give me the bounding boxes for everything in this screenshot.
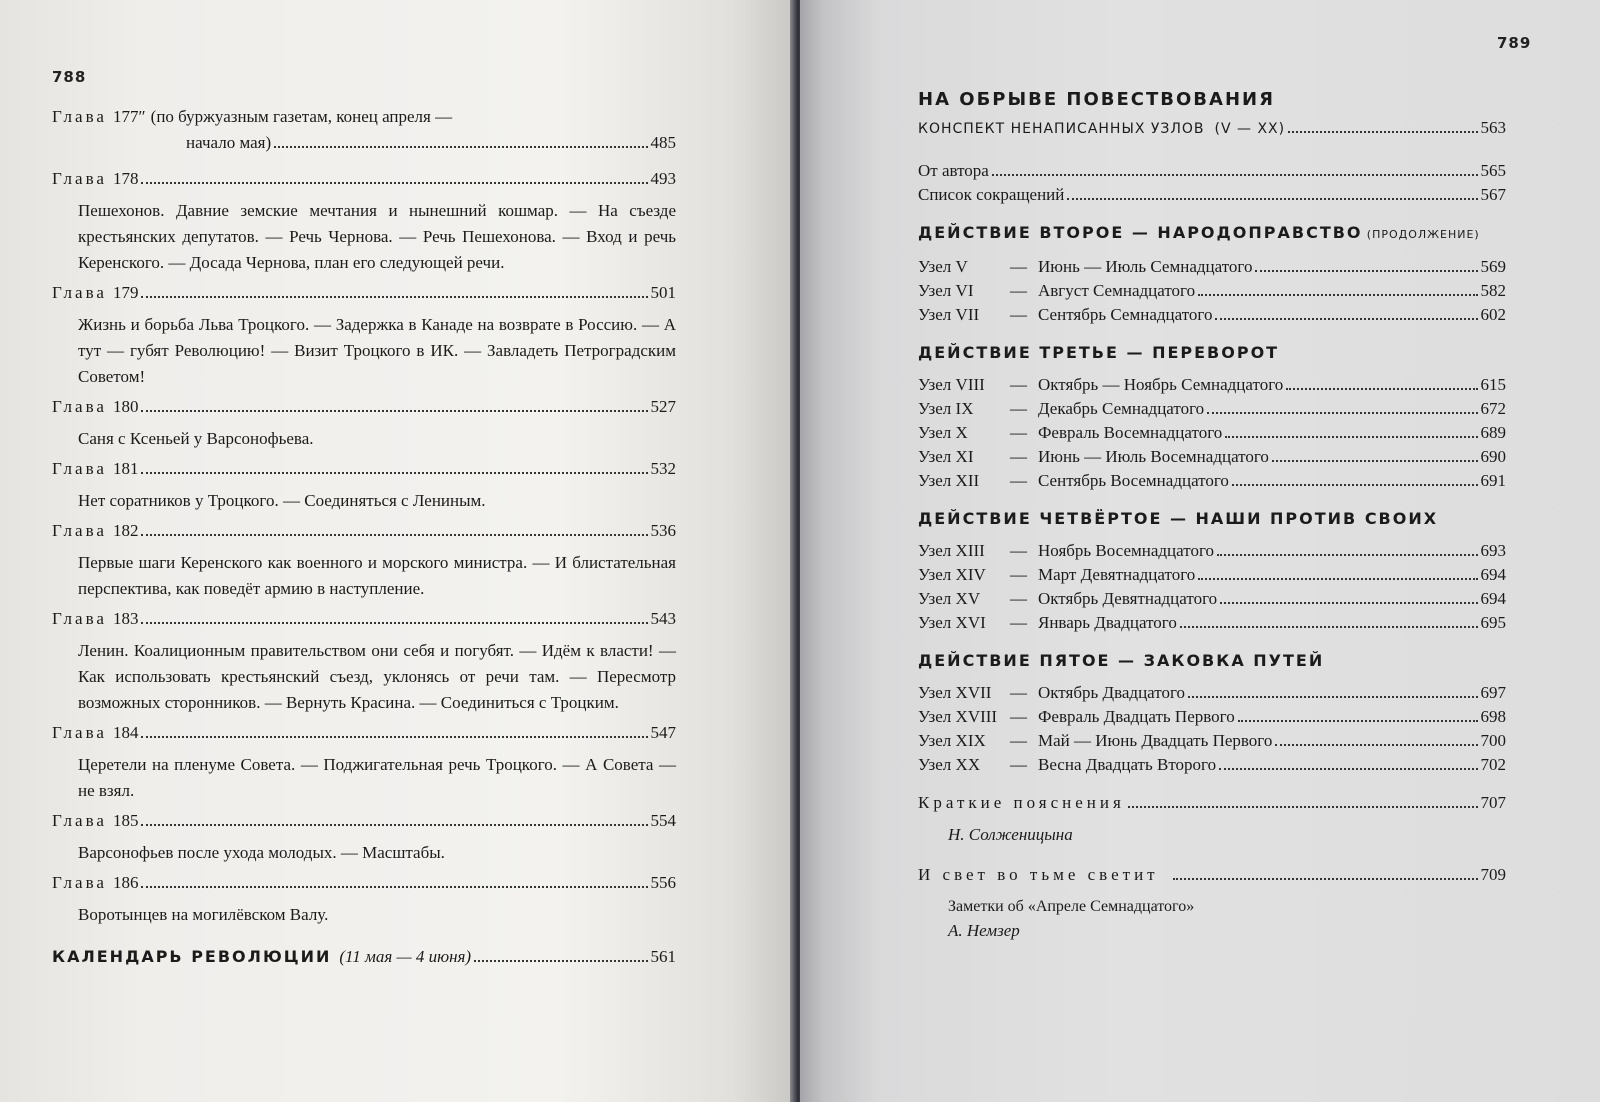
left-page (0, 0, 796, 1102)
node-number: Узел XX (918, 755, 981, 774)
node-number: Узел IX (918, 399, 974, 418)
act-heading: ДЕЙСТВИЕ ВТОРОЕ — НАРОДОПРАВСТВО (ПРОДОЛЖЕНИЕ) (918, 223, 1480, 242)
page-ref: 697 (1480, 683, 1506, 702)
node-entry: Узел XVII — Октябрь Двадцатого 697 (918, 681, 1506, 705)
page-ref: 561 (650, 947, 676, 966)
chapter-summary: Варсонофьев после ухода молодых. — Масштабы. (78, 843, 445, 862)
node-number: Узел VIII (918, 375, 985, 394)
node-number: Узел XVIII (918, 707, 998, 726)
node-title: Июнь — Июль Восемнадцатого (1038, 447, 1269, 466)
node-title: Весна Двадцать Второго (1038, 755, 1217, 774)
chapter-label: Глава 177ʺ (52, 107, 145, 126)
page-ref: 563 (1480, 118, 1506, 137)
act-heading: ДЕЙСТВИЕ ПЯТОЕ — ЗАКОВКА ПУТЕЙ (918, 651, 1325, 670)
page-ref: 690 (1480, 447, 1506, 466)
node-entry: Узел XIX — Май — Июнь Двадцать Первого 700 (918, 729, 1506, 753)
page-ref: 694 (1480, 589, 1506, 608)
node-entry: Узел X — Февраль Восемнадцатого 689 (918, 421, 1506, 445)
afterword-title: И свет во тьме светит (918, 865, 1159, 884)
toc-entry (52, 870, 676, 928)
konspekt-title: КОНСПЕКТ НЕНАПИСАННЫХ УЗЛОВ (918, 121, 1205, 137)
node-number: Узел VI (918, 281, 974, 300)
page-ref: 485 (650, 133, 676, 152)
node-number: Узел XIV (918, 565, 986, 584)
page-ref: 695 (1480, 613, 1506, 632)
chapter-summary: Воротынцев на могилёвском Валу. (78, 905, 329, 924)
afterword-entry (918, 863, 1506, 887)
node-number: Узел XIX (918, 731, 986, 750)
node-entry: Узел XVI — Январь Двадцатого 695 (918, 611, 1506, 635)
toc-entry (52, 720, 676, 804)
right-page-number: 789 (1497, 34, 1532, 52)
page-ref: 582 (1480, 281, 1506, 300)
calendar-title: КАЛЕНДАРЬ РЕВОЛЮЦИИ (52, 947, 332, 966)
node-title: Сентябрь Восемнадцатого (1038, 471, 1229, 490)
notes-title: Краткие пояснения (918, 793, 1125, 812)
chapter-label: Глава 183 (52, 609, 139, 628)
page-ref: 694 (1480, 565, 1506, 584)
node-number: Узел XV (918, 589, 981, 608)
node-title: Октябрь Девятнадцатого (1038, 589, 1218, 608)
node-entry: Узел XVIII — Февраль Двадцать Первого 698 (918, 705, 1506, 729)
toc-entry (52, 104, 676, 156)
node-entry: Узел XX — Весна Двадцать Второго 702 (918, 753, 1506, 777)
chapter-summary: Пешехонов. Давние земские мечтания и нынешний кошмар. — На съезде крестьянских депутатов. — Речь Чернова. — Речь Пешехонова. — Вход и речь Керенского. — Досада Чернова, план его следующей речи. (78, 201, 676, 272)
page-ref: 569 (1480, 257, 1506, 276)
node-number: Узел VII (918, 305, 980, 324)
page-ref: 543 (650, 609, 676, 628)
node-entry: Узел XIII — Ноябрь Восемнадцатого 693 (918, 539, 1506, 563)
node-entry: Узел XV — Октябрь Девятнадцатого 694 (918, 587, 1506, 611)
konspekt-range: (V — XX) (1214, 121, 1286, 137)
chapter-summary: Первые шаги Керенского как военного и морского министра. — И блистательная перспектива, как поведёт армию в наступление. (78, 553, 676, 598)
node-entry: Узел VI — Август Семнадцатого 582 (918, 279, 1506, 303)
page-ref: 615 (1480, 375, 1506, 394)
toc-entry (52, 166, 676, 276)
node-entry: Узел V — Июнь — Июль Семнадцатого 569 (918, 255, 1506, 279)
page-ref: 691 (1480, 471, 1506, 490)
toc-entry (52, 518, 676, 602)
page-ref: 698 (1480, 707, 1506, 726)
page-ref: 536 (650, 521, 676, 540)
notes-entry (918, 791, 1506, 815)
page-ref: 493 (650, 169, 676, 188)
chapter-note: (по буржуазным газетам, конец апреля — (150, 107, 453, 126)
afterword-author: А. Немзер (948, 921, 1020, 940)
node-number: Узел XIII (918, 541, 985, 560)
node-number: Узел XVII (918, 683, 992, 702)
section-heading: НА ОБРЫВЕ ПОВЕСТВОВАНИЯ (918, 89, 1275, 110)
calendar-range: (11 мая — 4 июня) (339, 947, 472, 966)
node-title: Март Девятнадцатого (1038, 565, 1196, 584)
node-title: Август Семнадцатого (1038, 281, 1196, 300)
node-number: Узел XI (918, 447, 974, 466)
node-entry: Узел IX — Декабрь Семнадцатого 672 (918, 397, 1506, 421)
node-title: Февраль Восемнадцатого (1038, 423, 1223, 442)
konspekt-entry (918, 116, 1506, 141)
chapter-label: Глава 182 (52, 521, 139, 540)
chapter-summary: Церетели на пленуме Совета. — Поджигательная речь Троцкого. — А Совета — не взял. (78, 755, 676, 800)
page-ref: 693 (1480, 541, 1506, 560)
node-number: Узел XII (918, 471, 980, 490)
node-entry: Узел VII — Сентябрь Семнадцатого 602 (918, 303, 1506, 327)
page-ref: 554 (650, 811, 676, 830)
page-ref: 501 (650, 283, 676, 302)
chapter-summary: Ленин. Коалиционным правительством они себя и погубят. — Идём к власти! — Как использовать крестьянский съезд, уклонясь от речи там. — Пересмотр возможных сторонников. — Вернуть Красина. — Соединиться с Троцким. (78, 641, 676, 712)
node-entry: Узел XII — Сентябрь Восемнадцатого 691 (918, 469, 1506, 493)
node-title: Июнь — Июль Семнадцатого (1038, 257, 1253, 276)
chapter-note-cont: начало мая) (186, 133, 272, 152)
toc-entry (52, 394, 676, 452)
page-ref: 672 (1480, 399, 1506, 418)
left-page-number: 788 (52, 68, 87, 86)
act-heading: ДЕЙСТВИЕ ТРЕТЬЕ — ПЕРЕВОРОТ (918, 343, 1280, 362)
chapter-summary: Нет соратников у Троцкого. — Соединяться с Лениным. (78, 491, 486, 510)
page-ref: 602 (1480, 305, 1506, 324)
page-ref: 709 (1480, 865, 1506, 884)
chapter-label: Глава 184 (52, 723, 139, 742)
toc-entry (52, 280, 676, 390)
page-ref: 702 (1480, 755, 1506, 774)
toc-entry (52, 606, 676, 716)
chapter-label: Глава 178 (52, 169, 139, 188)
node-entry: Узел VIII — Октябрь — Ноябрь Семнадцатого 615 (918, 373, 1506, 397)
node-title: Октябрь Двадцатого (1038, 683, 1186, 702)
right-toc (918, 88, 1506, 943)
afterword-subtitle: Заметки об «Апреле Семнадцатого» (948, 898, 1195, 915)
node-title: Сентябрь Семнадцатого (1038, 305, 1213, 324)
page-ref: 689 (1480, 423, 1506, 442)
page-ref: 532 (650, 459, 676, 478)
page-ref: 707 (1480, 793, 1506, 812)
toc-entry (52, 456, 676, 514)
chapter-label: Глава 186 (52, 873, 139, 892)
page-ref: 700 (1480, 731, 1506, 750)
node-title: Май — Июнь Двадцать Первого (1038, 731, 1273, 750)
node-number: Узел X (918, 423, 968, 442)
calendar-entry (52, 944, 676, 970)
left-toc (52, 104, 676, 970)
node-number: Узел XVI (918, 613, 986, 632)
node-number: Узел V (918, 257, 968, 276)
chapter-label: Глава 180 (52, 397, 139, 416)
chapter-summary: Жизнь и борьба Льва Троцкого. — Задержка в Канаде на возврате в Россию. — А тут — губят Революцию! — Визит Троцкого в ИК. — Завладеть Петроградским Советом! (78, 315, 676, 386)
node-title: Январь Двадцатого (1038, 613, 1177, 632)
front-entry: От автора 565 (918, 161, 1506, 180)
node-title: Октябрь — Ноябрь Семнадцатого (1038, 375, 1284, 394)
chapter-summary: Саня с Ксеньей у Варсонофьева. (78, 429, 314, 448)
page-ref: 556 (650, 873, 676, 892)
page-ref: 527 (650, 397, 676, 416)
chapter-label: Глава 181 (52, 459, 139, 478)
chapter-label: Глава 179 (52, 283, 139, 302)
node-entry: Узел XIV — Март Девятнадцатого 694 (918, 563, 1506, 587)
node-title: Ноябрь Восемнадцатого (1038, 541, 1214, 560)
page-ref: 547 (650, 723, 676, 742)
act-heading: ДЕЙСТВИЕ ЧЕТВЁРТОЕ — НАШИ ПРОТИВ СВОИХ (918, 509, 1439, 528)
front-entry: Список сокращений 567 (918, 185, 1506, 204)
notes-author: Н. Солженицына (948, 825, 1073, 844)
chapter-label: Глава 185 (52, 811, 139, 830)
node-title: Декабрь Семнадцатого (1038, 399, 1205, 418)
node-entry: Узел XI — Июнь — Июль Восемнадцатого 690 (918, 445, 1506, 469)
toc-entry (52, 808, 676, 866)
node-title: Февраль Двадцать Первого (1038, 707, 1235, 726)
